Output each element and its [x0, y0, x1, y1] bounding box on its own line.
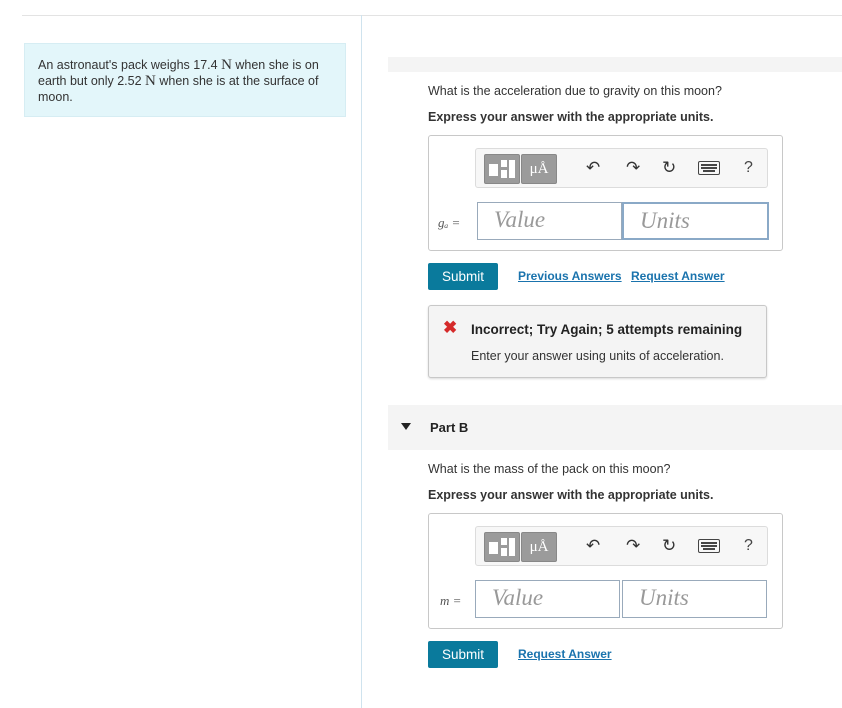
help-icon[interactable]: ?	[744, 159, 753, 176]
part-a-header-strip	[388, 57, 842, 72]
math-toolbar	[475, 148, 768, 188]
feedback-message: Enter your answer using units of acceleration.	[471, 349, 724, 363]
undo-icon[interactable]: ↶	[586, 536, 601, 555]
top-rule	[22, 15, 842, 16]
redo-icon[interactable]: ↷	[626, 158, 641, 177]
collapse-triangle-icon[interactable]	[401, 423, 411, 430]
units-button[interactable]: μÅ	[521, 532, 557, 562]
part-a-answer-box	[428, 135, 783, 251]
units-input[interactable]: Units	[622, 202, 769, 240]
unit-newton: N	[145, 73, 156, 89]
units-input[interactable]: Units	[622, 580, 767, 618]
undo-icon[interactable]: ↶	[586, 158, 601, 177]
column-divider	[361, 15, 362, 708]
value-input[interactable]: Value	[477, 202, 622, 240]
math-toolbar	[475, 526, 768, 566]
variable-label: gₐ =	[438, 215, 461, 230]
request-answer-link[interactable]: Request Answer	[518, 647, 612, 661]
previous-answers-link[interactable]: Previous Answers	[518, 269, 622, 283]
part-b-instruction: Express your answer with the appropriate units.	[428, 488, 714, 502]
reset-icon[interactable]: ↻	[662, 536, 677, 555]
problem-statement: An astronaut's pack weighs 17.4 N when she is on earth but only 2.52 N when she is at the surface of moon.	[24, 43, 346, 117]
submit-button[interactable]: Submit	[428, 641, 498, 668]
incorrect-icon: ✖	[443, 318, 458, 337]
variable-label: m =	[440, 593, 462, 608]
feedback-title: Incorrect; Try Again; 5 attempts remaining	[471, 322, 743, 337]
part-b-title[interactable]: Part B	[430, 420, 469, 435]
feedback-panel	[428, 305, 767, 378]
templates-button[interactable]	[484, 154, 520, 184]
submit-button[interactable]: Submit	[428, 263, 498, 290]
units-button[interactable]: μÅ	[521, 154, 557, 184]
unit-newton: N	[221, 57, 232, 73]
templates-icon	[485, 533, 519, 561]
templates-button[interactable]	[484, 532, 520, 562]
part-b-answer-box	[428, 513, 783, 629]
part-a-instruction: Express your answer with the appropriate units.	[428, 110, 714, 124]
help-icon[interactable]: ?	[744, 537, 753, 554]
redo-icon[interactable]: ↷	[626, 536, 641, 555]
part-a-question: What is the acceleration due to gravity on this moon?	[428, 84, 722, 98]
reset-icon[interactable]: ↻	[662, 158, 677, 177]
request-answer-link[interactable]: Request Answer	[631, 269, 725, 283]
keyboard-icon[interactable]	[698, 160, 720, 180]
part-b-question: What is the mass of the pack on this moon?	[428, 462, 671, 476]
value-input[interactable]: Value	[475, 580, 620, 618]
templates-icon	[485, 155, 519, 183]
keyboard-icon[interactable]	[698, 538, 720, 558]
